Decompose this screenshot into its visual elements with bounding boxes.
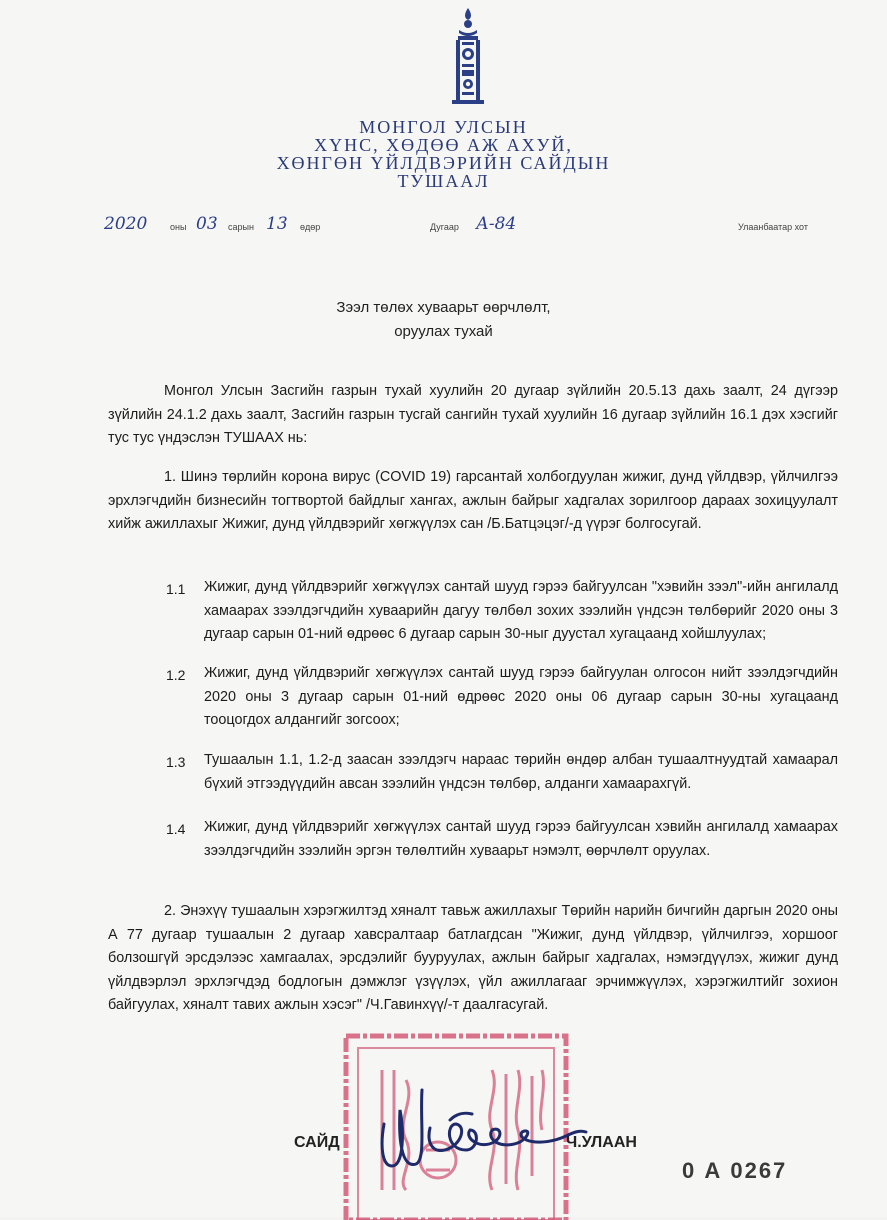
sub-item-number: 1.2 xyxy=(166,667,186,683)
sub-item-number: 1.4 xyxy=(166,821,186,837)
sub-item-text: Жижиг, дунд үйлдвэрийг хөгжүүлэх сантай шууд гэрээ байгуулан олгосон нийт зээлдэгчдийн 2020 оны 3 дугаар сарын 01-ний өдрөөс 2020 оны 06 дугаар сарын 30-ны хугацаанд тооцогдох алдангийг зогсоох; xyxy=(204,665,838,728)
sub-item-text: Тушаалын 1.1, 1.2-д заасан зээлдэгч нараас төрийн өндөр албан тушаалтнуудтай хамаарал бүхий этгээдүүдийн авсан зээлийн үндсэн төлбөр, алданги хамаарахгүй. xyxy=(204,752,838,792)
signatory-title: САЙД xyxy=(294,1134,340,1151)
handwritten-signature xyxy=(370,1070,590,1180)
year-label: оны xyxy=(170,222,187,232)
order-heading: ТУШААЛ xyxy=(397,171,490,191)
preamble-paragraph: Монгол Улсын Засгийн газрын тухай хуулийн 20 дугаар зүйлийн 20.5.13 дахь заалт, 24 дүгээр зүйлийн 24.1.2 дахь заалт, Засгийн газрын тусгай сангийн тухай хуулийн 16 дугаар зүйлийн 16.1 дэх хэсгийг тус тус үндэслэн ТУШААХ нь: xyxy=(108,383,838,446)
month-label: сарын xyxy=(228,222,254,232)
state-emblem-icon xyxy=(440,6,496,106)
ministry-header-line1: МОНГОЛ УЛСЫН xyxy=(359,117,528,137)
registration-number: 0 А 0267 xyxy=(682,1158,788,1183)
order-title-line1: Зээл төлөх хуваарьт өөрчлөлт, xyxy=(336,299,551,316)
ministry-header-line2: ХҮНС, ХӨДӨӨ АЖ АХУЙ, xyxy=(314,135,573,155)
sub-item-number: 1.1 xyxy=(166,581,186,597)
item-2-paragraph: 2. Энэхүү тушаалын хэрэгжилтэд хяналт тавьж ажиллахыг Төрийн нарийн бичгийн даргын 2020 оны А 77 дугаар тушаалын 2 дугаар хавсралтаар батлагдсан "Жижиг, дунд үйлдвэр, үйлчилгээ, хоршоог болзошгүй эрсдэлээс хамгаалах, эрсдэлийг бууруулах, ажлын байрыг хадгалах, нэмэгдүүлэх, жижиг дунд үйлдвэрлэл эрхлэгчдэд бодлогын дэмжлэг үзүүлэх, үйл ажиллагааг эрчимжүүлэх, хэрэгжилтийг зохион байгуулах, хяналт тавих ажлын хэсэг" /Ч.Гавинхүү/-т даалгасугай. xyxy=(108,903,838,1013)
ministry-header-line3: ХӨНГӨН ҮЙЛДВЭРИЙН САЙДЫН xyxy=(276,153,611,173)
sub-item-text: Жижиг, дунд үйлдвэрийг хөгжүүлэх сантай шууд гэрээ байгуулсан "хэвийн зээл"-ийн ангилалд хамаарах зээлдэгчдийн хуваарийн дагуу төлбөл зохих зээлийн үндсэн төлбөрийг 2020 оны 3 дугаар сарын 01-ний өдрөөс 6 дугаар сарын 30-ныг дуустал хугацаанд хойшлуулах; xyxy=(204,579,838,642)
number-handwritten: А-84 xyxy=(476,214,517,234)
year-handwritten: 2020 xyxy=(104,214,148,234)
signatory-name: Ч.УЛААН xyxy=(566,1134,637,1151)
day-handwritten: 13 xyxy=(266,214,288,234)
sub-item-number: 1.3 xyxy=(166,754,186,770)
sub-item-text: Жижиг, дунд үйлдвэрийг хөгжүүлэх сантай шууд гэрээ байгуулсан хэвийн ангилалд хамаарах зээлдэгчдийн зээлийн эргэн төлөлтийн хуваарьт нэмэлт, өөрчлөлт оруулах. xyxy=(204,819,838,859)
day-label: өдөр xyxy=(300,222,321,232)
number-label: Дугаар xyxy=(430,222,459,232)
item-1-paragraph: 1. Шинэ төрлийн корона вирус (COVID 19) гарсантай холбогдуулан жижиг, дунд үйлдвэр, үйлчилгээ эрхлэгчдийн бизнесийн тогтвортой байдлыг хангах, ажлын байрыг хадгалах зорилгоор дараах зохицуулалт хийж ажиллахыг Жижиг, дунд үйлдвэрийг хөгжүүлэх сан /Б.Батцэцэг/-д үүрэг болгосугай. xyxy=(108,469,838,532)
order-title-line2: оруулах тухай xyxy=(394,323,493,340)
month-handwritten: 03 xyxy=(196,214,218,234)
city-label: Улаанбаатар хот xyxy=(738,222,808,232)
